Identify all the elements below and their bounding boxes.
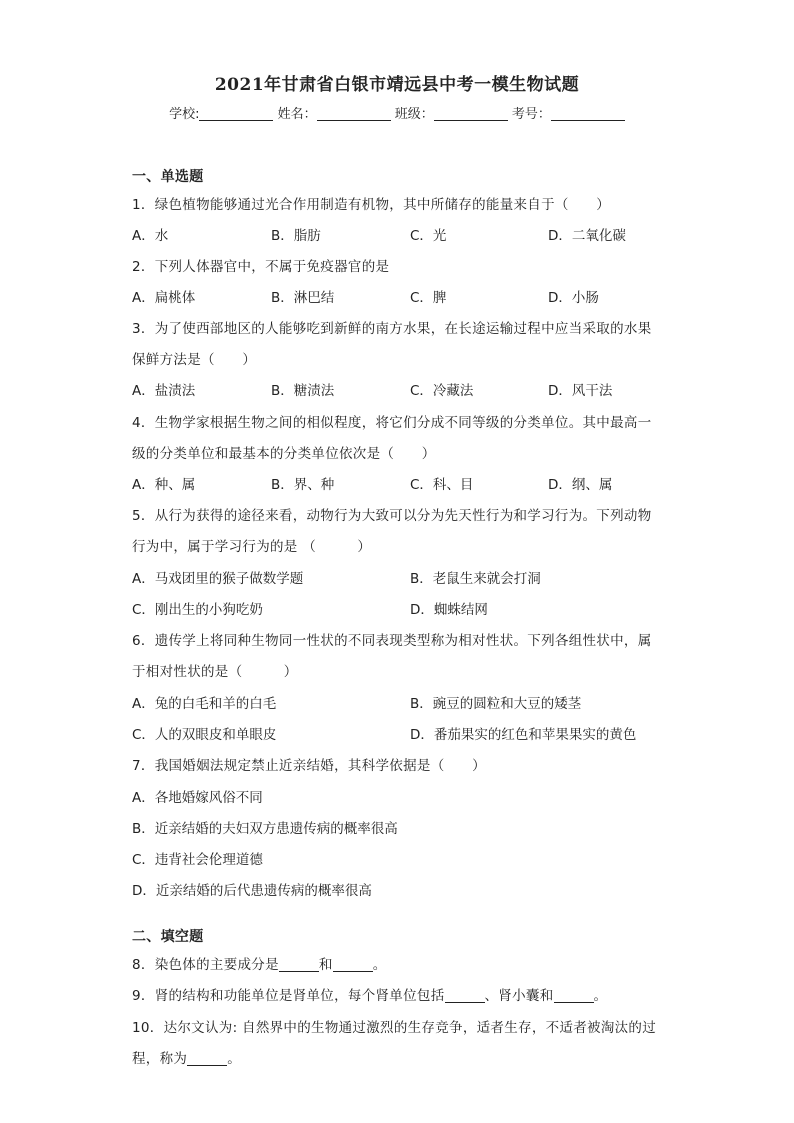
student-info-row [0,103,794,122]
question-6-option-b: B．豌豆的圆粒和大豆的矮茎 [410,696,582,712]
question-10-text-2: 。 [227,1051,242,1067]
section-heading-single-choice: 一、单选题 [132,169,204,185]
question-2-stem: 2．下列人体器官中，不属于免疫器官的是 [132,259,390,275]
question-6-option-c: C．人的双眼皮和单眼皮 [132,727,277,743]
question-1-stem: 1．绿色植物能够通过光合作用制造有机物，其中所储存的能量来自于（ ） [132,197,611,213]
question-5-option-b: B．老鼠生来就会打洞 [410,571,541,587]
question-4-option-d: D．纲、属 [548,477,613,493]
question-3-option-d: D．风干法 [548,383,613,399]
question-3-option-a: A．盐渍法 [132,383,196,399]
question-2-option-d: D．小肠 [548,290,599,306]
question-10-blank [187,1051,227,1066]
question-4-stem-line-1: 4．生物学家根据生物之间的相似程度，将它们分成不同等级的分类单位。其中最高一 [132,415,652,431]
question-4-stem-line-2: 级的分类单位和最基本的分类单位依次是（ ） [132,446,436,462]
question-3-stem-line-1: 3．为了使西部地区的人能够吃到新鲜的南方水果，在长途运输过程中应当采取的水果 [132,321,652,337]
name-blank [317,106,391,121]
question-10-line-1: 10．达尔文认为: 自然界中的生物通过激烈的生存竞争，适者生存，不适者被淘汰的过 [132,1020,657,1036]
question-8 [132,953,387,973]
question-9 [132,984,607,1004]
school-blank [199,106,273,121]
school-label: 学校: [169,107,200,122]
section-heading-fill-blank: 二、填空题 [132,929,204,945]
question-5-option-c: C．刚出生的小狗吃奶 [132,602,263,618]
question-3-stem-line-2: 保鲜方法是（ ） [132,352,257,368]
question-7-stem: 7．我国婚姻法规定禁止近亲结婚，其科学依据是（ ） [132,758,486,774]
question-5-stem-line-1: 5．从行为获得的途径来看，动物行为大致可以分为先天性行为和学习行为。下列动物 [132,508,652,524]
exam-number-label: 考号： [511,107,551,122]
question-9-text-2: 、肾小囊和 [484,988,554,1004]
class-blank [434,106,508,121]
question-7-option-c: C．违背社会伦理道德 [132,852,263,868]
question-9-blank-2 [554,988,594,1003]
question-9-text-3: 。 [593,988,608,1004]
question-8-blank-1 [279,957,319,972]
class-label: 班级： [394,107,434,122]
question-8-text-1: 8．染色体的主要成分是 [132,957,279,973]
question-7-option-d: D．近亲结婚的后代患遗传病的概率很高 [132,883,372,899]
question-2-option-b: B．淋巴结 [271,290,335,306]
name-label: 姓名： [277,107,317,122]
question-2-option-c: C．脾 [410,290,447,306]
question-5-option-a: A．马戏团里的猴子做数学题 [132,571,304,587]
question-7-option-b: B．近亲结婚的夫妇双方患遗传病的概率很高 [132,821,398,837]
question-4-option-c: C．科、目 [410,477,474,493]
question-1-option-c: C．光 [410,228,447,244]
question-8-blank-2 [333,957,373,972]
question-3-option-b: B．糖渍法 [271,383,335,399]
question-2-option-a: A．扁桃体 [132,290,196,306]
question-8-text-2: 和 [318,957,333,973]
question-6-stem-line-2: 于相对性状的是（ ） [132,664,298,680]
question-5-option-d: D．蜘蛛结网 [410,602,488,618]
question-4-option-b: B．界、种 [271,477,335,493]
question-3-option-c: C．冷藏法 [410,383,474,399]
question-8-text-3: 。 [372,957,387,973]
question-5-stem-line-2: 行为中，属于学习行为的是 （ ） [132,539,372,555]
question-1-option-b: B．脂肪 [271,228,321,244]
question-9-blank-1 [445,988,485,1003]
exam-title: 2021年甘肃省白银市靖远县中考一模生物试题 [214,75,580,95]
question-1-option-a: A．水 [132,228,169,244]
question-10-line-2 [132,1047,241,1067]
question-7-option-a: A．各地婚嫁风俗不同 [132,790,263,806]
question-6-stem-line-1: 6．遗传学上将同种生物同一性状的不同表现类型称为相对性状。下列各组性状中，属 [132,633,652,649]
question-6-option-d: D．番茄果实的红色和苹果果实的黄色 [410,727,637,743]
question-9-text-1: 9．肾的结构和功能单位是肾单位，每个肾单位包括 [132,988,445,1004]
question-1-option-d: D．二氧化碳 [548,228,626,244]
exam-number-blank [551,106,625,121]
question-6-option-a: A．兔的白毛和羊的白毛 [132,696,277,712]
question-4-option-a: A．种、属 [132,477,196,493]
question-10-text-1: 程，称为 [132,1051,188,1067]
